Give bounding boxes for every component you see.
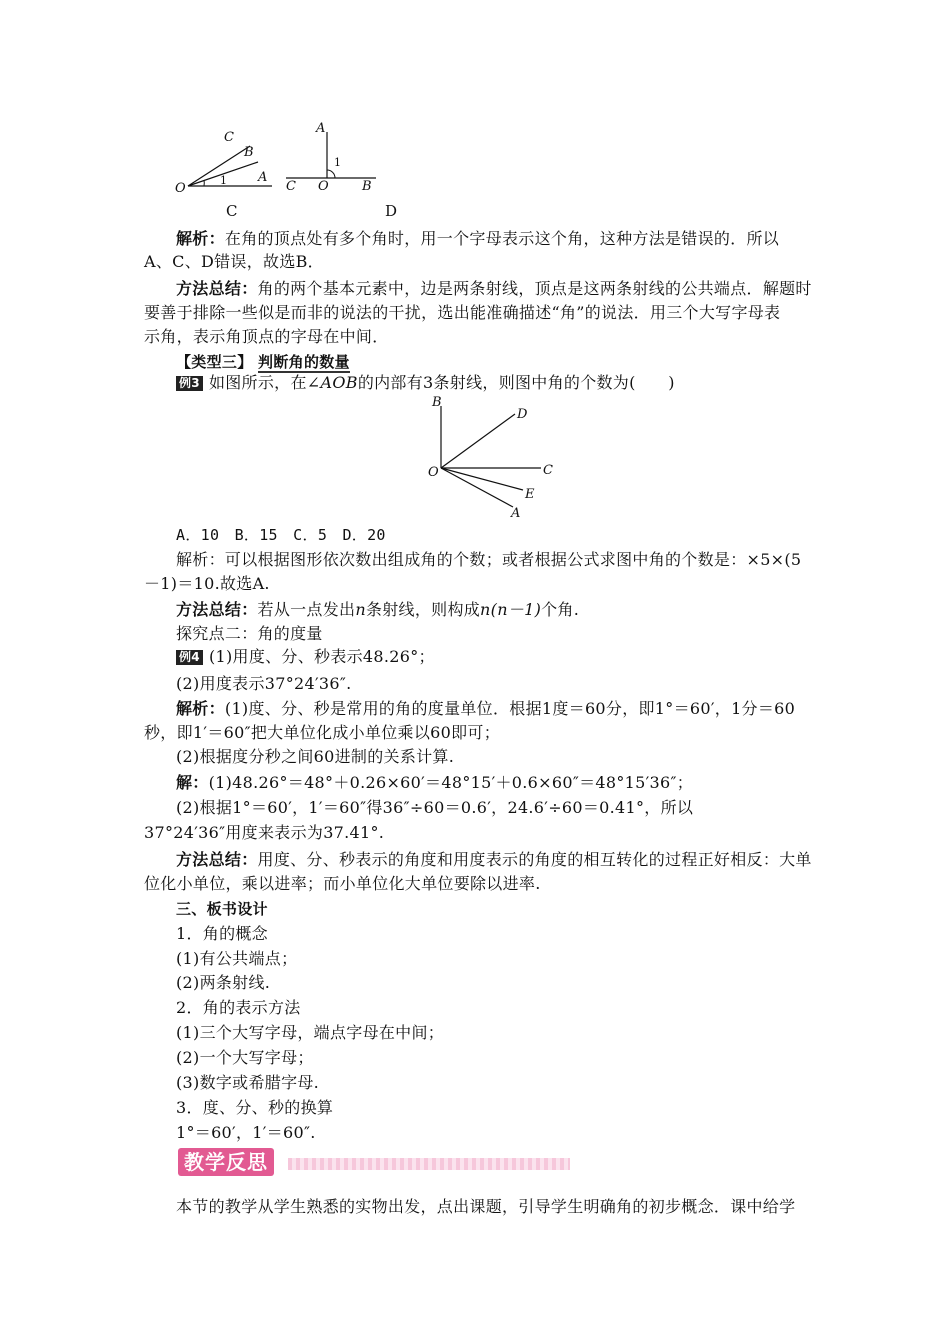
example-4-tag: 例4 [176,650,203,665]
ex4-question2: (2)用度表示37°24′36″. [176,674,352,693]
ex2-method-line1: 方法总结：角的两个基本元素中，边是两条射线，顶点是这两条射线的公共端点．解题时 [176,279,812,298]
label-c: C [224,130,234,145]
example-3-tag: 例3 [176,376,203,391]
ex4-solution-line2: (2)根据1°＝60′，1′＝60″得36″÷60＝0.6′，24.6′÷60＝0.41°，所以 [176,798,694,817]
ex4-analysis-line3: (2)根据度分秒之间60进制的关系计算. [176,747,455,766]
label-o: O [428,465,439,480]
label-e: E [525,487,535,502]
ex2-analysis-line2: A、C、D错误，故选B． [144,252,324,271]
label-one: 1 [220,174,227,187]
ex3-analysis-line2: －1)＝10.故选A. [144,574,270,593]
figure-example-3 [425,392,565,522]
label-b: B [432,395,442,410]
board-heading: 三、板书设计 [176,900,268,918]
ex2-method-line2: 要善于排除一些似是而非的说法的干扰，选出能准确描述“角”的说法．用三个大写字母表 [144,303,781,322]
ex3-options: A．10 B．15 C．5 D．20 [176,526,386,544]
board-item: 1．角的概念 [176,924,268,943]
type3-heading: 【类型三】 判断角的数量 [176,353,350,371]
ex4-method-line2: 位化小单位，乘以进率；而小单位化大单位要除以进率. [144,874,541,893]
board-item: (3)数字或希腊字母. [176,1073,320,1092]
board-item: (2)一个大写字母； [176,1048,314,1067]
figure-d-caption: D [385,202,398,220]
label-b: B [362,179,372,194]
board-item: 2．角的表示方法 [176,998,301,1017]
point2-title: 探究点二：角的度量 [176,624,323,643]
figure-option-d [280,118,385,198]
label-a: A [511,506,521,521]
ex4-solution-line1: 解：(1)48.26°＝48°＋0.26×60′＝48°15′＋0.6×60″＝48°15′36″； [176,773,694,792]
label-d: D [517,407,528,422]
ex4-analysis-line2: 秒，即1′＝60″把大单位化成小单位乘以60即可； [144,723,501,742]
ex4-analysis-line1: 解析：(1)度、分、秒是常用的角的度量单位．根据1度＝60分，即1°＝60′，1分＝60 [176,699,796,718]
banner-decoration [288,1158,570,1170]
label-a: A [316,121,326,136]
board-item: (1)三个大写字母，端点字母在中间； [176,1023,445,1042]
ex3-question: 例3 如图所示，在∠AOB的内部有3条射线，则图中角的个数为( ) [176,372,675,394]
label-c: C [286,179,296,194]
figure-c-caption: C [226,202,238,220]
ex2-analysis-line1: 解析：在角的顶点处有多个角时，用一个字母表示这个角，这种方法是错误的．所以 [176,229,780,248]
label-b: B [244,145,254,160]
board-item: (1)有公共端点； [176,949,298,968]
label-a: A [258,170,268,185]
label-o: O [318,179,329,194]
label-c: C [543,463,553,478]
board-item: 1°＝60′，1′＝60″. [176,1123,316,1142]
ex3-analysis-line1: 解析：可以根据图形依次数出组成角的个数；或者根据公式求图中角的个数是：×5×(5 [176,550,802,569]
ex4-solution-line3: 37°24′36″用度来表示为37.41°. [144,823,385,842]
figure-option-c [170,120,280,200]
board-item: (2)两条射线. [176,973,271,992]
label-one: 1 [334,156,341,169]
reflection-text: 本节的教学从学生熟悉的实物出发，点出课题，引导学生明确角的初步概念．课中给学 [176,1197,796,1216]
reflection-banner [178,1148,570,1176]
reflection-title: 教学反思 [178,1148,274,1176]
ex2-method-line3: 示角，表示角顶点的字母在中间． [144,327,389,346]
ex4-question1: 例4 (1)用度、分、秒表示48.26°； [176,646,435,668]
label-o: O [175,181,186,196]
ex4-method-line1: 方法总结：用度、分、秒表示的角度和用度表示的角度的相互转化的过程正好相反：大单 [176,850,812,869]
ex3-method: 方法总结：若从一点发出n条射线，则构成n(n－1)个角. [176,600,580,619]
board-item: 3．度、分、秒的换算 [176,1098,334,1117]
